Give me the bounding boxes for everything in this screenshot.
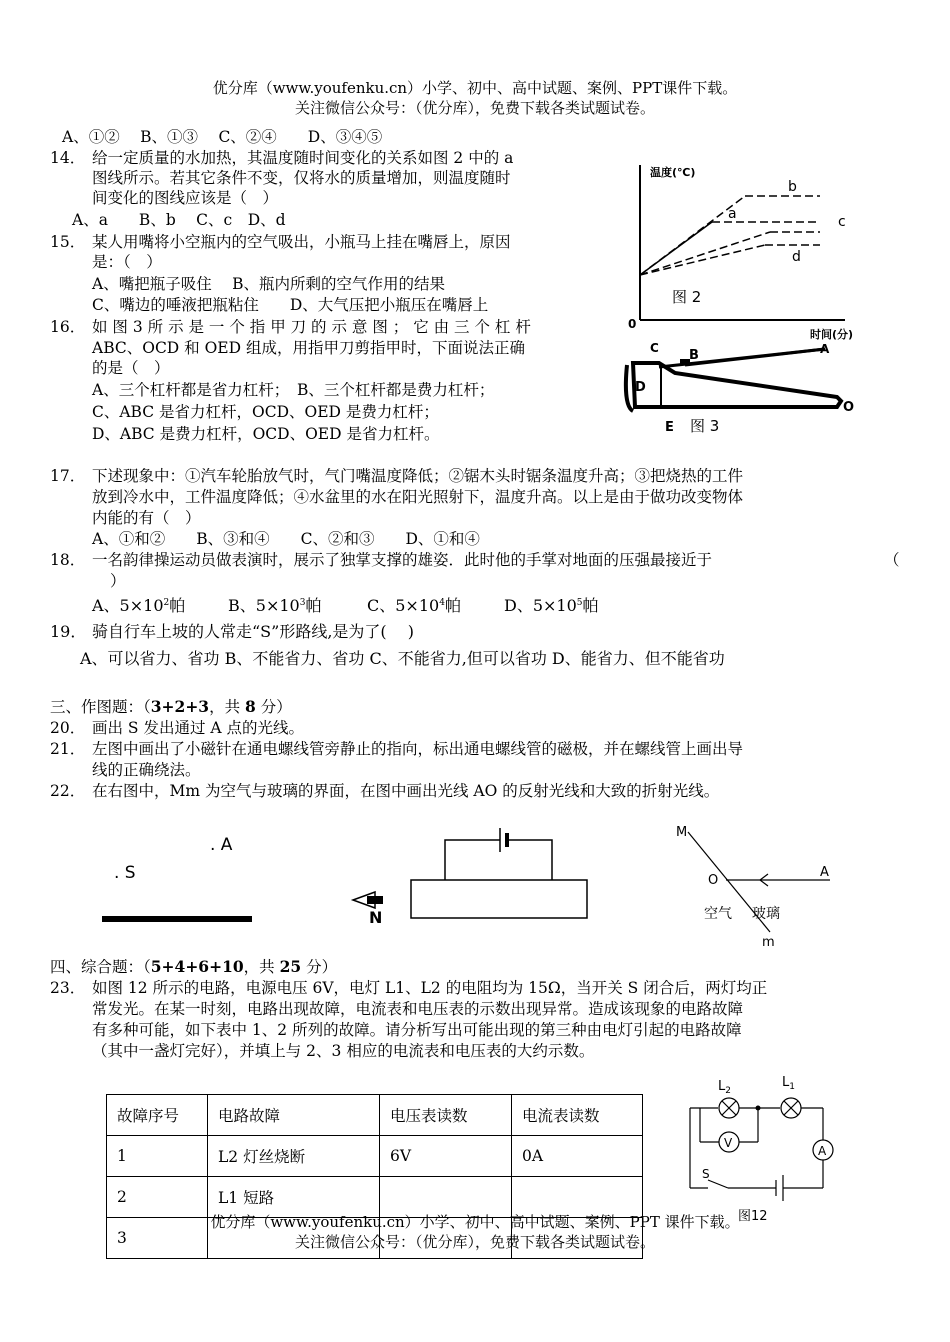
q18-line-1: 一名韵律操运动员做表演时，展示了独掌支撑的雄姿．此时他的手掌对地面的压强最接近于 (92, 551, 713, 569)
figure-3-nail-clipper (615, 341, 865, 440)
fig3-label-c: C (650, 341, 659, 355)
q13-options: A、①② B、①③ C、②④ D、③④⑤ (62, 128, 383, 146)
q16-line-3: 的是（ ） (92, 359, 170, 377)
q22-number: 22． (50, 782, 86, 800)
table-row (107, 1136, 643, 1177)
fig2-ylabel: 温度(℃) (650, 166, 696, 179)
q23-line-3: 有多种可能，如下表中 1、2 所列的故障。请分析写出可能出现的第三种由电灯引起的电路故障 (92, 1021, 742, 1039)
table-cell: L1 短路 (208, 1177, 380, 1218)
fig2-curve-label-c: c (838, 214, 846, 230)
compass-n-label: N (369, 908, 383, 927)
point-s-label: . S (114, 863, 136, 883)
fig3-label-a: A (820, 342, 830, 356)
q17-line-1: 下述现象中：①汽车轮胎放气时，气门嘴温度降低；②锯木头时锯条温度升高；③把烧热的工件 (92, 467, 744, 485)
q18-paren-open: （ (884, 551, 900, 569)
q23-line-4: （其中一盏灯完好），并填上与 2、3 相应的电流表和电压表的大约示数。 (92, 1042, 595, 1060)
q20-line-1: 画出 S 发出通过 A 点的光线。 (92, 719, 305, 737)
q18-option-a: A、$5\times 10^2$帕 (92, 596, 186, 615)
refraction-label-air: 空气 (704, 906, 732, 922)
q23-line-2: 常发光。在某一时刻，电路出现故障，电流表和电压表的示数出现异常。造成该现象的电路故障 (92, 1000, 744, 1018)
q21-line-2: 线的正确绕法。 (92, 761, 201, 779)
table-cell: 2 (107, 1177, 208, 1218)
table-header-cell: 故障序号 (107, 1095, 208, 1136)
q20-number: 20． (50, 719, 86, 737)
q18-number: 18． (50, 551, 86, 569)
point-a-label: . A (210, 835, 233, 855)
fig2-origin: 0 (628, 317, 637, 331)
q16-number: 16． (50, 318, 86, 336)
section-3-title: 三、作图题：（3+2+3，共 8 分） (50, 697, 292, 716)
q17-options: A、①和② B、③和④ C、②和③ D、①和④ (92, 530, 480, 548)
table-cell: L2 灯丝烧断 (208, 1136, 380, 1177)
q15-option-cd: C、嘴边的唾液把瓶粘住 D、大气压把小瓶压在嘴唇上 (92, 296, 489, 314)
q19-number: 19． (50, 622, 87, 641)
footer-line-1: 优分库（www.youfenku.cn）小学、初中、高中试题、案例、PPT 课件下载。 (210, 1213, 740, 1231)
q17-line-3: 内能的有（ ） (92, 509, 201, 527)
fig3-label-d: D (635, 380, 646, 395)
refraction-label-m-lower: m (762, 935, 775, 950)
q23-line-1: 如图 12 所示的电路，电源电压 6V，电灯 L1、L2 的电阻均为 15Ω，当开关 S 闭合后，两灯均正 (92, 979, 768, 997)
q19-line-1: 骑自行车上坡的人常走“S”形路线,是为了( ) (92, 622, 414, 641)
q16-option-d: D、ABC 是费力杠杆，OCD、OED 是省力杠杆。 (92, 425, 440, 443)
refraction-label-m-upper: M (676, 825, 688, 840)
q18-option-d: D、$5\times 10^5$帕 (504, 596, 599, 615)
q23-number: 23． (50, 979, 86, 997)
q15-number: 15． (50, 233, 86, 251)
q15-line-2: 是：（ ） (92, 253, 162, 271)
refraction-label-o: O (708, 873, 719, 888)
q18-paren-close: ） (110, 572, 126, 590)
q21-line-1: 左图中画出了小磁针在通电螺线管旁静止的指向，标出通电螺线管的磁极，并在螺线管上画出导 (92, 740, 744, 758)
section-4-title: 四、综合题：（5+4+6+10，共 25 分） (50, 957, 338, 976)
fig12-switch-label: S (702, 1167, 710, 1181)
q16-option-c: C、ABC 是省力杠杆，OCD、OED 是费力杠杆； (92, 403, 439, 421)
compass-needle-icon (353, 892, 383, 908)
fig3-label-o: O (843, 400, 855, 415)
q16-line-2: ABC、OCD 和 OED 组成，用指甲刀剪指甲时，下面说法正确 (92, 339, 525, 357)
q15-option-ab: A、嘴把瓶子吸住 B、瓶内所剩的空气作用的结果 (92, 275, 446, 293)
fig2-caption: 图 2 (672, 288, 702, 306)
figure-light-source (100, 830, 300, 930)
q17-number: 17． (50, 467, 86, 485)
fig12-l1-label: $L_1$ (782, 1075, 795, 1092)
mirror-bar (102, 916, 252, 922)
figure-2-graph (620, 160, 860, 340)
fig2-curve-label-a: a (728, 206, 737, 222)
table-header-cell: 电压表读数 (380, 1095, 512, 1136)
q22-line-1: 在右图中，Mm 为空气与玻璃的界面，在图中画出光线 AO 的反射光线和大致的折射光线。 (92, 782, 720, 800)
fig2-xlabel: 时间(分) (810, 328, 854, 341)
figure-refraction (670, 822, 850, 950)
header-line-2: 关注微信公众号：（优分库），免费下载各类试题试卷。 (294, 99, 655, 117)
refraction-label-glass: 玻璃 (752, 906, 780, 922)
table-header-cell: 电路故障 (208, 1095, 380, 1136)
figure-12-circuit (680, 1070, 850, 1230)
fig3-label-b: B (689, 348, 699, 363)
q14-line-1: 给一定质量的水加热，其温度随时间变化的关系如图 2 中的 a (92, 149, 514, 167)
fig2-curve-label-b: b (788, 179, 797, 195)
q15-line-1: 某人用嘴将小空瓶内的空气吸出，小瓶马上挂在嘴唇上，原因 (92, 233, 511, 251)
fig12-l2-label: $L_2$ (718, 1079, 731, 1096)
q16-option-ab: A、三个杠杆都是省力杠杆； B、三个杠杆都是费力杠杆； (92, 381, 495, 399)
q14-line-2: 图线所示。若其它条件不变，仅将水的质量增加，则温度随时 (92, 169, 511, 187)
figure-solenoid (345, 820, 605, 930)
fig3-label-e: E (665, 420, 674, 435)
q18-option-b: B、$5\times 10^3$帕 (228, 596, 322, 615)
fig12-voltmeter-label: V (724, 1136, 733, 1150)
fig12-caption: 图12 (738, 1209, 768, 1224)
fig2-curve-label-d: d (792, 249, 801, 265)
fig3-caption: 图 3 (690, 417, 720, 435)
table-cell: 6V (380, 1136, 512, 1177)
table-cell: 1 (107, 1136, 208, 1177)
q16-line-1: 如 图 3 所 示 是 一 个 指 甲 刀 的 示 意 图 ； 它 由 三 个 杠 杆 (92, 318, 531, 336)
q17-line-2: 放到冷水中，工件温度降低；④水盆里的水在阳光照射下，温度升高。以上是由于做功改变物体 (92, 488, 744, 506)
footer-line-2: 关注微信公众号：（优分库），免费下载各类试题试卷。 (294, 1233, 655, 1251)
table-header-row (107, 1095, 643, 1136)
solenoid-body (411, 880, 587, 918)
q14-line-3: 间变化的图线应该是（ ） (92, 189, 279, 207)
q14-options: A、a B、b C、c D、d (72, 211, 286, 229)
refraction-label-a: A (820, 865, 829, 880)
table-cell: 0A (512, 1136, 643, 1177)
header-line-1: 优分库（www.youfenku.cn）小学、初中、高中试题、案例、PPT课件下载。 (212, 79, 738, 97)
q14-number: 14． (50, 149, 86, 167)
q19-options: A、可以省力、省功 B、不能省力、省功 C、不能省力,但可以省功 D、能省力、但不能省功 (80, 649, 725, 668)
fig12-ammeter-label: A (818, 1144, 827, 1158)
table-header-cell: 电流表读数 (512, 1095, 643, 1136)
table-cell: 3 (107, 1218, 208, 1259)
q18-option-c: C、$5\times 10^4$帕 (367, 596, 461, 615)
q21-number: 21． (50, 740, 86, 758)
